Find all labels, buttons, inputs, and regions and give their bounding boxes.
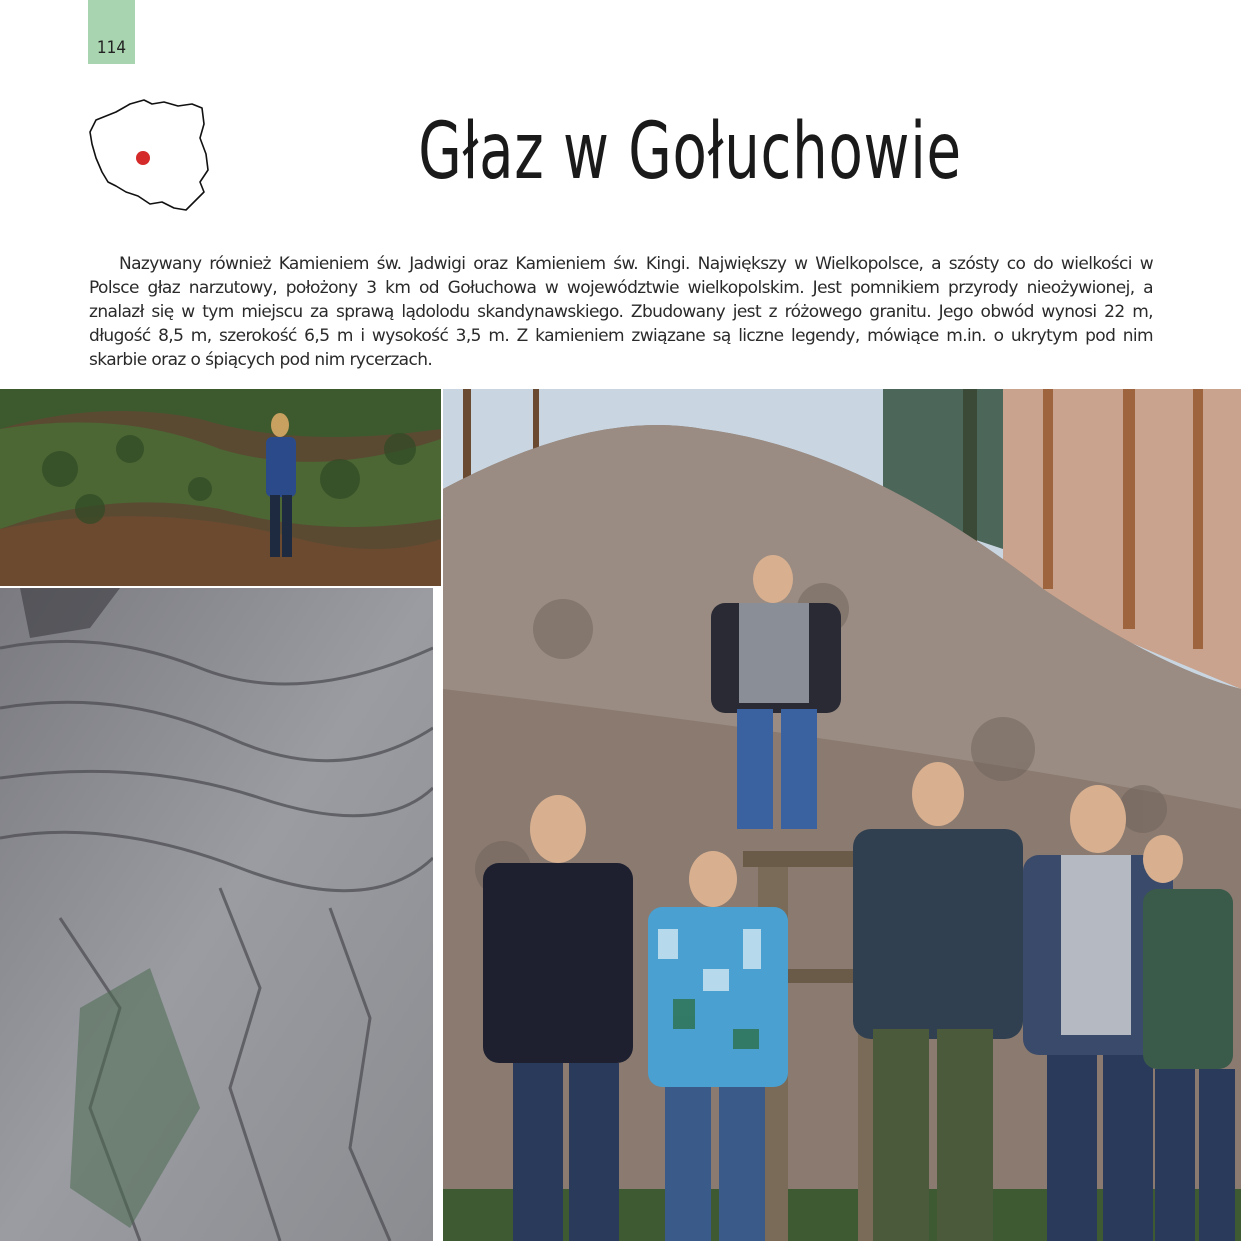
poland-map-icon xyxy=(86,98,212,216)
group-boulder-photo xyxy=(443,389,1241,1241)
rock-texture-photo xyxy=(0,588,433,1241)
page-title: Głaz w Gołuchowie xyxy=(418,107,962,197)
forest-slope-photo xyxy=(0,389,441,586)
description-text: Nazywany również Kamieniem św. Jadwigi oraz Kamieniem św. Kingi. Największy w Wielkopolsce, a szósty co do wielkości w Polsce głaz narzutowy, położony 3 km od Gołuchowa w województwie wielkopolskim. Jest pomnikiem przyrody nieożywionej, a znalazł się w tym miejscu za sprawą lądolodu skandynawskiego. Zbudowany jest z różowego granitu. Jego obwód wynosi 22 m, długość 8,5 m, szerokość 6,5 m i wysokość 3,5 m. Z kamieniem związane są liczne legendy, mówiące m.in. o ukrytym pod nim skarbie oraz o śpiących pod nim rycerzach. xyxy=(89,254,1153,370)
page-number: 114 xyxy=(96,38,127,58)
page-tab xyxy=(88,0,135,64)
location-marker-icon xyxy=(136,151,150,165)
